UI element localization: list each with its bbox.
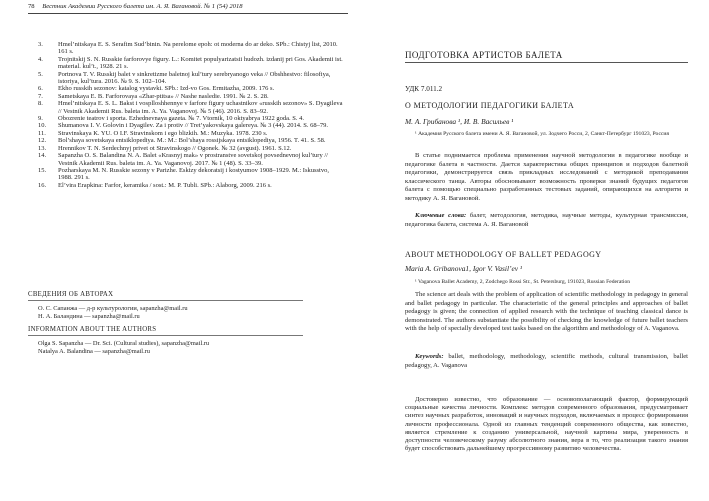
reference-text: El’vira Erapkina: Farfor, keramika / sost.: M. P. Tubli. SPb.: Alaborg, 2009. 216 s. [58,181,272,189]
reference-text: Trojnitskij S. N. Russkie farforovye figury. L.: Komitet populyarizatsii hudozh. izdanij pri Gos. Akademii ist. material. kul’t., 1928. 21 s. [58,55,343,71]
section-heading: СВЕДЕНИЯ ОБ АВТОРАХ [28,291,114,298]
abstract-ru: В статье поднимается проблема применения научной методологии в педагогике вообще и педагогике балета в частности. Дается характеристика общих принципов и подходов балетной педагогики, демонстрируется связь прикладных исследований с методикой преподавания классического танца. Авторы обосновывают возможность проверки знаний будущих педагогов балета с помощью специально разработанных тестовых заданий, опирающихся на алгоритм и методику А. Я. Вагановой. [405,152,688,202]
article-title-ru: О МЕТОДОЛОГИИ ПЕДАГОГИКИ БАЛЕТА [405,101,575,110]
article-authors-ru: М. А. Грибанова ¹, И. В. Васильев ¹ [405,117,514,126]
article-title-en: ABOUT METHODOLOGY OF BALLET PEDAGOGY [405,250,602,259]
keywords-text: ballet, methodology, methodology, scientific methods, cultural transmission, ballet pedagogy, A. Vaganova [405,353,688,369]
reference-item [28,93,343,100]
reference-item [28,137,343,144]
reference-number: 4. [38,55,43,63]
reference-item [28,85,343,92]
running-head [28,3,243,10]
reference-item [28,145,343,152]
body-paragraph: Достоверно известно, что образование — основополагающий фактор, формирующий социальные качества личности. Комплекс методов современного образования, предусматривает синтез научных разработок, инноваций и научных подходов, включаемых в процесс формирования личности профессионала. Одной из главных тенденций современного общества, как известно, является стремление к созданию универсальной, научной картины мира, уверенность в доступности человеческому разуму абсолютного знания, вера в то, что реализация такого знания будет способствовать дальнейшему прогрессивному развитию человечества. [405,396,688,453]
reference-number: 10. [38,122,47,130]
reference-number: 11. [38,129,46,137]
author-line: О. С. Сапанжа — д-р культурологии, sapanzha@mail.ru [38,305,188,312]
header-rule [28,13,348,14]
keywords-text: балет, методология, методика, научные методы, культурная трансмиссия, педагогика балета, система А. Я. Вагановой [405,212,688,228]
reference-text: Hrennikov T. N. Serdechnyj privet ot Stravinskogo // Ogonek. № 32 (avgust). 1961. S.12. [58,144,292,152]
reference-text: Stravinskaya K. YU. O I.F. Stravinskom i ego blizkih. M.: Muzyka. 1978. 230 s. [58,129,268,137]
section-rule [28,335,303,336]
reference-number: 7. [38,92,43,100]
page-number: 78 [28,3,35,10]
reference-text: Sapanzha O. S. Balandina N. A. Balet «Krasnyj mak» v prostranstve sovetskoj povsednevnoj kul’tury // Vestnik Akademii Rus. baleta im. A. Ya. Vaganovoj. 2017. № 1 (48). S. 33–39. [58,152,328,167]
right-page [405,0,688,501]
reference-item [28,167,343,182]
reference-item [28,115,343,122]
author-line: Natalya A. Balandina — sapanzha@mail.ru [38,348,151,355]
reference-number: 14. [38,152,47,160]
reference-item [28,182,343,189]
journal-title: Вестник Академии Русского балета им. А. Я. Вагановой. № 1 (54) 2018 [42,3,243,10]
reference-item [28,56,343,71]
reference-number: 16. [38,181,47,189]
reference-text: Portnova T. V. Russkij balet v sinkretizme baletnoj kul’tury serebryanogo veka // Obshhestvo: filosofiya, istoriya, kul’tura. 2016. № 9. S. 102–104. [58,70,331,86]
reference-number: 9. [38,115,43,123]
reference-item [28,122,343,129]
keywords-label: Keywords: [415,353,444,360]
authors-info-ru [28,291,343,321]
reference-number: 8. [38,100,43,108]
section-rule [28,300,303,301]
reference-text: Hmel’nitskaya E. S. L. Bakst i vosplloshhennye v farfore figury uchastnikov «russkih sezonov» S. Dyagileva // Vestnik Akademii Rus. baleta im. A. Ya. Vaganovoj. № 5 (46). 2016. S. 83–92. [58,100,343,115]
reference-item [28,100,343,115]
authors-info-en [28,326,343,356]
keywords-label: Ключевые слова: [415,212,467,219]
reference-item [28,41,343,56]
left-page [28,0,348,501]
abstract-en: The science art deals with the problem of application of scientific methodology in pedagogy in general and ballet pedagogy in particular. The characteristic of the general principles and approaches of ballet pedagogy is given; the connection of applied research with the technique of teaching classical dance is demonstrated. The authors substantiate the possibility of checking the knowledge of future ballet teachers with the help of specially developed test tasks based on the algorithm and methodology of A. Vaganova. [405,291,688,332]
reference-number: 6. [38,85,43,93]
author-line: Olga S. Sapanzha — Dr. Sci. (Cultural studies), sapanzha@mail.ru [38,340,210,347]
section-title: ПОДГОТОВКА АРТИСТОВ БАЛЕТА [405,50,563,60]
affiliation-ru: ¹ Академия Русского балета имени А. Я. Вагановой, ул. Зодчего Росси, 2, Санкт-Петербург 191023, Россия [415,131,669,137]
affiliation-en: ¹ Vaganova Ballet Academy, 2, Zodchego Rossi Str., St. Petersburg, 191023, Russian Federation [415,279,631,285]
reference-list [28,41,343,189]
reference-text: Pozharskaya M. N. Russkie sezony v Parizhe. Eskizy dekoratsij i kostyumov 1908–1929. M.: Iskusstvo, 1988. 291 s. [58,166,329,182]
reference-text: Sametskaya E. B. Farforovaya «Zhar-ptitsa» // Nashe nasledie. 1991. № 2. S. 28. [58,92,269,100]
reference-number: 13. [38,144,47,152]
article-authors-en: Maria A. Gribanova1, Igor V. Vasil’ev ¹ [405,264,523,273]
section-heading: INFORMATION ABOUT THE AUTHORS [28,326,157,333]
author-line: Н. А. Баландина — sapanzha@mail.ru [38,313,140,320]
reference-text: Bol’shaya sovetskaya entsiklopediya. M.: M.: Bol’shaya rossijskaya entsiklopediya, 1956. T. 41. S. 58. [58,137,326,145]
reference-text: Shumanova I. V. Golovin i Dyagilev. Za i protiv // Tret’yakovskaya galereya. № 3 (44). 2014. S. 68–79. [58,122,329,130]
udc-code: УДК 7.011.2 [405,85,443,93]
reference-number: 5. [38,70,43,78]
reference-number: 3. [38,41,43,48]
keywords-en [405,353,688,370]
section-title-rule [405,62,688,63]
reference-text: Ekho russkih sezonov: katalog vystavki. SPb.: Izd-vo Gos. Ermitazha, 2009. 176 s. [58,85,275,93]
reference-text: Hmel’nitskaya E. S. Serafim Sud’binin. Na perelome epoh: ot moderna do ar deko. SPb.: Chistyj list, 2010. 161 s. [58,41,338,56]
reference-number: 15. [38,166,47,174]
keywords-ru [405,212,688,229]
reference-text: Obozrenie teatrov i sporta. Ezhednevnaya gazeta. № 7. Vtornik, 10 oktyabrya 1922 goda. S. 4. [58,115,304,123]
reference-item [28,71,343,86]
reference-item [28,152,343,167]
reference-number: 12. [38,137,47,145]
reference-item [28,130,343,137]
